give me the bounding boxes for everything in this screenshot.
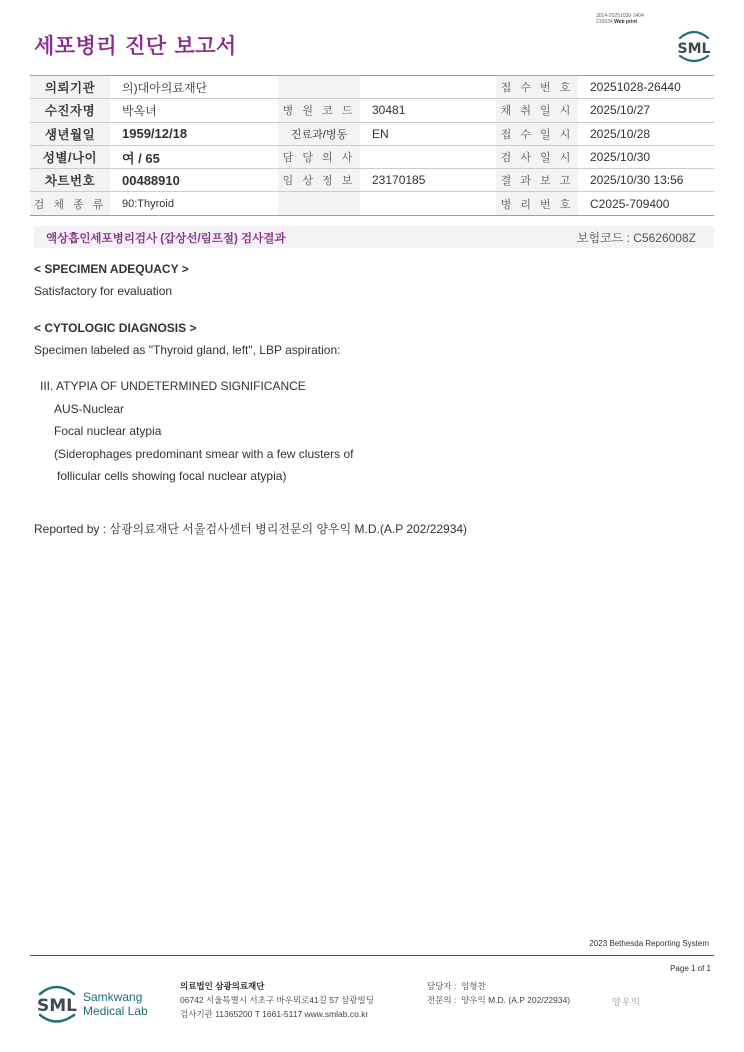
adequacy-text: Satisfactory for evaluation [34, 284, 173, 298]
reported-by: Reported by : 삼광의료재단 서울검사센터 병리전문의 양우익 M.D.(A.P 202/22934) [34, 522, 468, 536]
label-chart-number: 차트번호 [30, 169, 110, 192]
value-empty [360, 192, 496, 215]
samkwang-logo-subname: Medical Lab [83, 1004, 148, 1018]
table-row [30, 145, 714, 168]
table-row [30, 169, 714, 192]
table-row [30, 76, 714, 99]
label-empty [278, 76, 360, 99]
diagnosis-comment-line2: follicular cells showing focal nuclear atypia) [57, 469, 287, 483]
value-specimen-type: 90:Thyroid [110, 192, 278, 215]
label-requesting-institution: 의뢰기관 [30, 76, 110, 99]
samkwang-logo-name: Samkwang [83, 990, 143, 1004]
diagnosis-detail: Focal nuclear atypia [54, 424, 162, 438]
specialist-label: 전문의 : [427, 995, 457, 1005]
value-patient-name: 박옥녀 [110, 99, 278, 122]
value-attending-doctor [360, 145, 496, 168]
org-address: 06742 서울특별시 서초구 바우뫼로41길 57 삼광빌딩 [180, 995, 374, 1005]
footer-divider [30, 955, 714, 956]
diagnosis-comment-line1: (Siderophages predominant smear with a few clusters of [54, 447, 354, 461]
value-clinical-info: 23170185 [360, 169, 496, 192]
specialist-name: 양우익 M.D. (A.P 202/22934) [461, 995, 571, 1005]
label-test-date: 검 사 일 시 [496, 145, 578, 168]
diagnosis-subcategory: AUS-Nuclear [54, 402, 125, 416]
samkwang-logo [36, 980, 156, 1026]
label-birth-date: 생년월일 [30, 122, 110, 145]
table-row [30, 99, 714, 122]
value-receipt-date: 2025/10/28 [578, 122, 714, 145]
label-department: 진료과/병동 [278, 122, 360, 145]
label-receipt-number: 접 수 번 호 [496, 76, 578, 99]
print-code-line1: 3014-20251030-1404 [596, 13, 644, 19]
adequacy-heading: < SPECIMEN ADEQUACY > [34, 262, 189, 276]
value-sex-age: 여 / 65 [110, 145, 278, 168]
value-requesting-institution: 의)대아의료재단 [110, 76, 278, 99]
sml-logo-top-text: SML [677, 41, 711, 57]
label-collection-date: 채 취 일 시 [496, 99, 578, 122]
print-code [596, 13, 666, 25]
value-pathology-number: C2025-709400 [578, 192, 714, 215]
value-test-date: 2025/10/30 [578, 145, 714, 168]
label-result-report: 결 과 보 고 [496, 169, 578, 192]
value-chart-number: 00488910 [110, 169, 278, 192]
patient-info-table [30, 75, 714, 216]
samkwang-logo-mark: SML [37, 996, 77, 1016]
staff-name: 임형찬 [461, 981, 486, 991]
value-receipt-number: 20251028-26440 [578, 76, 714, 99]
value-collection-date: 2025/10/27 [578, 99, 714, 122]
label-attending-doctor: 담 당 의 사 [278, 145, 360, 168]
staff-label: 담당자 : [427, 981, 457, 991]
staff-info [427, 979, 570, 1007]
insurance-code: 보험코드 : C5626008Z [576, 231, 696, 245]
signature: 양우익 [612, 998, 642, 1008]
sml-logo-top [672, 24, 716, 64]
table-row [30, 122, 714, 145]
diagnosis-category: III. ATYPIA OF UNDETERMINED SIGNIFICANCE [40, 379, 306, 393]
value-department: EN [360, 122, 496, 145]
print-code-line2 [596, 19, 666, 25]
value-result-report: 2025/10/30 13:56 [578, 169, 714, 192]
label-sex-age: 성별/나이 [30, 145, 110, 168]
web-print-label: Web print [614, 19, 638, 25]
label-patient-name: 수진자명 [30, 99, 110, 122]
value-hospital-code: 30481 [360, 99, 496, 122]
label-specimen-type: 검 체 종 류 [30, 192, 110, 215]
specimen-text: Specimen labeled as "Thyroid gland, left", LBP aspiration: [34, 343, 341, 357]
label-receipt-date: 접 수 일 시 [496, 122, 578, 145]
org-contact: 검사기관 11365200 T 1661-5117 www.smlab.co.kr [180, 1009, 369, 1019]
value-birth-date: 1959/12/18 [110, 122, 278, 145]
bethesda-system-label: 2023 Bethesda Reporting System [589, 939, 709, 948]
label-empty [278, 192, 360, 215]
test-name: 액상흡인세포병리검사 (갑상선/림프절) 검사결과 [46, 233, 286, 245]
page-number: Page 1 of 1 [670, 964, 711, 973]
org-name: 의료법인 삼광의료재단 [180, 981, 265, 991]
label-pathology-number: 병 리 번 호 [496, 192, 578, 215]
print-code-id: 210034 [596, 19, 613, 25]
page-title: 세포병리 진단 보고서 [34, 34, 237, 58]
org-info [180, 979, 374, 1021]
label-clinical-info: 임 상 정 보 [278, 169, 360, 192]
table-row [30, 192, 714, 215]
label-hospital-code: 병 원 코 드 [278, 99, 360, 122]
value-empty [360, 76, 496, 99]
diagnosis-heading: < CYTOLOGIC DIAGNOSIS > [34, 321, 197, 335]
